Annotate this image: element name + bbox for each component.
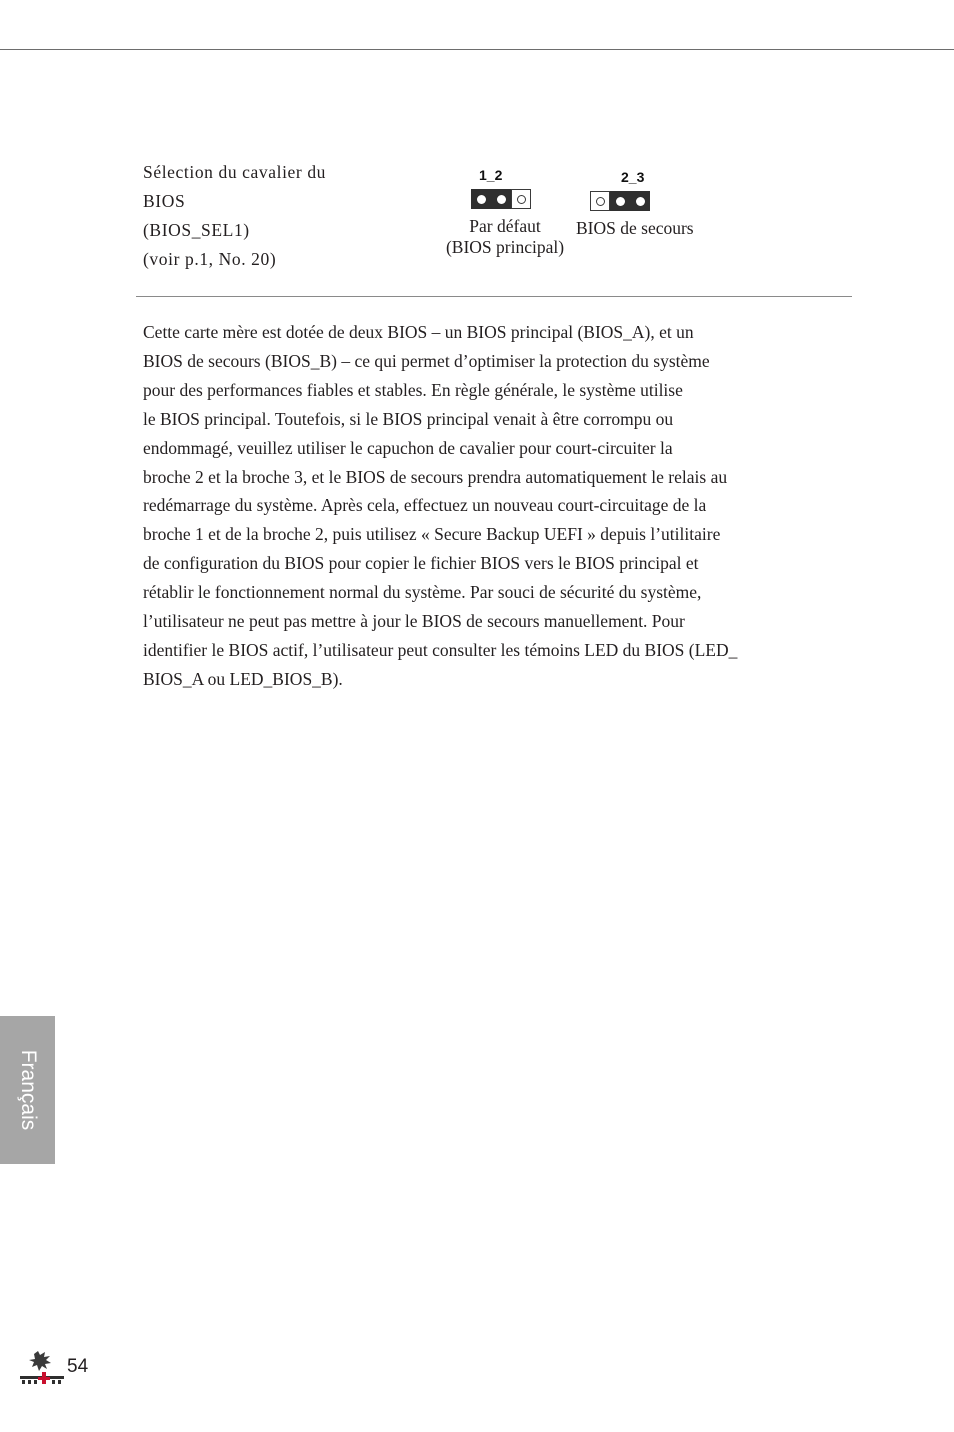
- body-line: identifier le BIOS actif, l’utilisateur peut consulter les témoins LED du BIOS (LED_: [143, 639, 738, 660]
- body-line: rétablir le fonctionnement normal du système. Par souci de sécurité du système,: [143, 582, 702, 603]
- jumper-title-line: (voir p.1, No. 20): [143, 249, 277, 269]
- body-line: redémarrage du système. Après cela, effectuez un nouveau court-circuitage de la: [143, 495, 707, 516]
- pin-1-icon: [471, 189, 491, 209]
- body-line: le BIOS principal. Toutefois, si le BIOS principal venait à être corrompu ou: [143, 408, 674, 429]
- caption-default-line: (BIOS principal): [445, 237, 565, 257]
- language-tab-label: Français: [16, 1049, 40, 1131]
- page-number: 54: [67, 1356, 89, 1377]
- body-paragraph: [143, 318, 803, 694]
- pin-label-2-3: 2_3: [621, 169, 645, 185]
- pin-3-icon: [511, 189, 531, 209]
- pin-2-icon: [610, 191, 630, 211]
- jumper-title-line: Sélection du cavalier du: [143, 162, 327, 182]
- jumper-header-backup: [590, 191, 650, 211]
- body-line: broche 1 et de la broche 2, puis utilisez « Secure Backup UEFI » depuis l’utilitaire: [143, 524, 721, 545]
- section-divider: [136, 296, 852, 297]
- brand-logo-icon: [18, 1350, 66, 1388]
- body-line: endommagé, veuillez utiliser le capuchon de cavalier pour court-circuiter la: [143, 437, 673, 458]
- pin-3-icon: [630, 191, 650, 211]
- pin-label-1-2: 1_2: [479, 167, 503, 183]
- caption-default: [440, 216, 570, 258]
- body-line: l’utilisateur ne peut pas mettre à jour le BIOS de secours manuellement. Pour: [143, 611, 685, 632]
- jumper-header-default: [471, 189, 531, 209]
- jumper-title: [143, 158, 383, 274]
- caption-backup: BIOS de secours: [576, 218, 694, 238]
- jumper-title-line: BIOS: [143, 191, 186, 211]
- header-rule: [0, 49, 954, 50]
- body-line: BIOS de secours (BIOS_B) – ce qui permet d’optimiser la protection du système: [143, 350, 710, 371]
- body-line: Cette carte mère est dotée de deux BIOS – un BIOS principal (BIOS_A), et un: [143, 322, 694, 342]
- body-line: broche 2 et la broche 3, et le BIOS de secours prendra automatiquement le relais au: [143, 466, 728, 487]
- body-line: de configuration du BIOS pour copier le fichier BIOS vers le BIOS principal et: [143, 553, 699, 574]
- body-line: BIOS_A ou LED_BIOS_B).: [143, 668, 343, 689]
- body-line: pour des performances fiables et stables. En règle générale, le système utilise: [143, 379, 683, 400]
- caption-default-line: Par défaut: [469, 216, 541, 236]
- language-tab: [0, 1016, 55, 1164]
- jumper-title-line: (BIOS_SEL1): [143, 220, 250, 240]
- pin-2-icon: [491, 189, 511, 209]
- pin-1-icon: [590, 191, 610, 211]
